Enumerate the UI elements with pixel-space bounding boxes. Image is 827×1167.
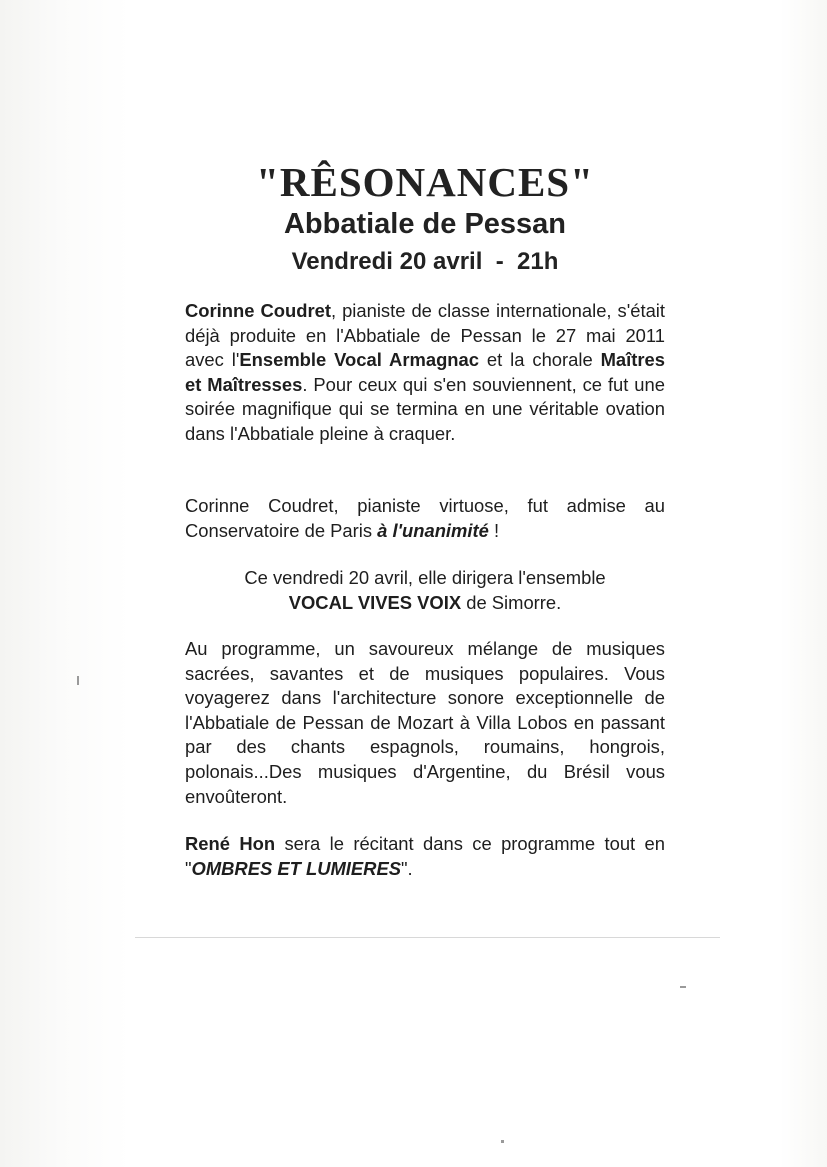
paragraph-announcement <box>185 566 665 615</box>
paragraph-conservatoire <box>185 494 665 543</box>
horizontal-rule <box>135 937 720 938</box>
narrator-name: René Hon <box>185 833 276 854</box>
chorale-name: Maîtres et Maîtresses <box>185 349 665 395</box>
paragraph-program: Au programme, un savoureux mélange de musiques sacrées, savantes et de musiques populaires. Vous voyagerez dans l'architecture sonore exceptionnelle de l'Abbatiale de Pessan de Mozart à Villa Lobos en passant par des chants espagnols, roumains, hongrois, polonais...Des musiques d'Argentine, du Brésil vous envoûteront. <box>185 638 665 807</box>
intro-text-1: , pianiste de classe internationale, s'était déjà produite en l'Abbatiale de Pessan le 27 mai 2011 avec l' <box>185 300 666 371</box>
paragraph-narrator <box>185 832 665 881</box>
unanimity-emphasis: à l'unanimité <box>377 519 489 541</box>
intro-text-3: . Pour ceux qui s'en souviennent, ce fut une soirée magnifique qui se termina en une véritable ovation dans l'Abbatiale pleine à craquer. <box>185 373 665 444</box>
conservatoire-text: Corinne Coudret, pianiste virtuose, fut admise au Conservatoire de Paris <box>185 495 665 541</box>
scan-speck <box>77 676 79 685</box>
program-title: OMBRES ET LUMIERES <box>191 857 401 879</box>
date-heading: Vendredi 20 avril - 21h <box>291 248 559 275</box>
scan-speck <box>680 986 686 988</box>
intro-text-2: et la chorale <box>479 349 601 371</box>
narrator-text: sera le récitant dans ce programme tout en " <box>185 833 665 879</box>
announcement-end: de Simorre. <box>461 591 562 613</box>
conservatoire-end: ! <box>488 519 500 541</box>
ensemble-name: Ensemble Vocal Armagnac <box>239 349 480 371</box>
announcement-line: Ce vendredi 20 avril, elle dirigera l'ensemble <box>244 567 606 588</box>
scan-speck <box>501 1140 504 1143</box>
venue-heading: Abbatiale de Pessan <box>283 208 567 240</box>
vives-voix-name: VOCAL VIVES VOIX <box>288 591 462 613</box>
narrator-end: ". <box>401 857 413 879</box>
pianist-name: Corinne Coudret <box>185 300 331 321</box>
flyer-title: "RÊSONANCES" <box>256 159 594 205</box>
paragraph-intro <box>185 299 665 447</box>
